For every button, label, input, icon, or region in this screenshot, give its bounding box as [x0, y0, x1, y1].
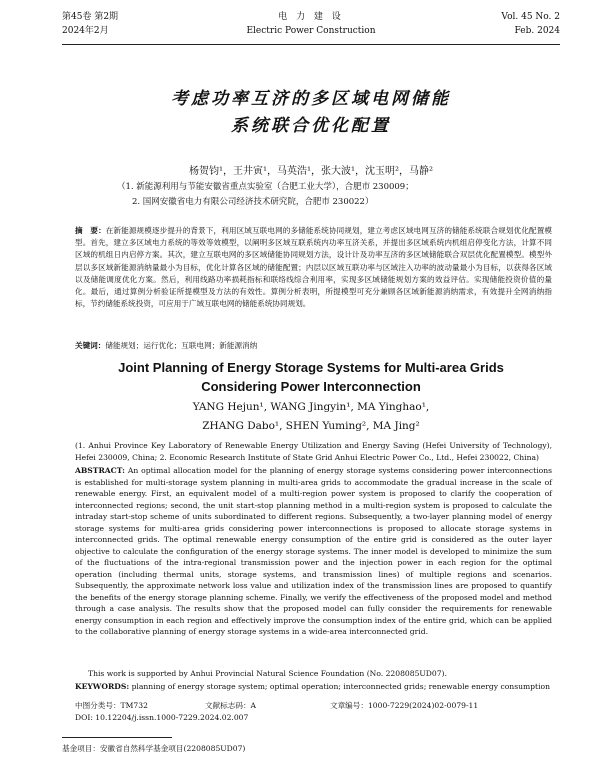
article-number: 文章编号：1000-7229(2024)02-0079-11 — [330, 701, 479, 710]
header-divider — [62, 44, 560, 45]
en-abstract-label: ABSTRACT: — [75, 466, 125, 475]
en-fund-statement: This work is supported by Anhui Provincial Natural Science Foundation (No. 2208085UD07). — [88, 669, 447, 678]
en-authors — [62, 398, 560, 436]
en-abstract-text: An optimal allocation model for the planning of energy storage systems considering power interconnections is established for multi-storage system planning in multi-area grids to accommodate the gradual increase in the scale of renewable energy. First, an equivalent model of a multi-region power system is proposed to clarify the cooperation of interconnected regions; second, the unit start-stop planning method in a multi-region system is proposed to calculate the intraday start-stop scheme of units subordinated to different regions. Subsequently, a two-layer planning model of energy storage systems for multi-area grids considering power interconnections is proposed to allocate storage systems in interconnected grids. The optimal renewable energy consumption of the entire grid is considered as the outer layer objective to calculate the configuration of the energy storage systems. The inner model is developed to minimize the sum of the fluctuations of the intra-regional transmission power and the injection power in each region for the optimal operation (including thermal units, storage systems, and transmission lines) of multiple regions and scenarios. Subsequently, the approximate network loss value and utilization index of the transmission lines are proposed to quantify the benefits of the energy storage planning scheme. Finally, we verify the effectiveness of the proposed model and method through a case analysis. The results show that the proposed model can fully consider the requirements for renewable energy consumption in each region and effectively improve the consumption index of the entire grid, which can be applied to the collaborative planning of energy storage systems in a wide-area interconnected grid. — [75, 466, 552, 636]
footnote-divider — [62, 737, 172, 738]
cn-affiliations — [62, 180, 560, 210]
cn-title-line2: 系统联合优化配置 — [231, 116, 391, 136]
date-cn: 2024年2月 — [62, 26, 109, 36]
running-header — [62, 10, 560, 44]
journal-name-en: Electric Power Construction — [246, 26, 376, 36]
journal-name-cn: 电 力 建 设 — [278, 12, 344, 22]
date-en: Feb. 2024 — [514, 26, 560, 36]
cn-abstract — [75, 225, 552, 310]
cn-abstract-text: 在新能源规模逐步提升的背景下，利用区域互联电网的多储能系统协同规划，建立考虑区域电网互济的储能系统联合规划优化配置模型。首先，建立多区域电力系统的等效等效模型，以阐明多区域互联系统内功率互济关系，并提出多区域系统内机组启停变化方法，计算不同区域的机组日内启停方案。其次，建立互联电网的多区域储能协同规划方法，设计计及功率互济的多区域储能联合双层优化配置模型。模型外层以多区域新能源消纳量最小为目标，优化计算各区域的储能配置；内层以区域互联功率与区域注入功率的波动量最小为目标，以获得各区域以及储能调度优化方案。然后，利用线路功率损耗指标和联络线综合利用率，实现多区域储能规划方案的效益评估。实现储能投资价值的量化。最后，通过算例分析验证所提模型及方法的有效性。算例分析表明，所提模型可充分兼顾各区域新能源消纳需求，有效提升全网消纳指标，节约储能系统投资，可应用于广域互联电网的储能系统协同规划。 — [75, 226, 552, 309]
cn-keywords-text: 储能规划；运行优化；互联电网；新能源消纳 — [105, 341, 258, 350]
clc-number: 中图分类号：TM732 — [75, 701, 148, 710]
en-title — [62, 358, 560, 396]
en-keywords-label: KEYWORDS: — [75, 682, 130, 691]
cn-title — [62, 86, 560, 140]
article-metadata — [75, 700, 552, 724]
header-center — [62, 10, 560, 38]
cn-title-line1: 考虑功率互济的多区域电网储能 — [171, 89, 451, 109]
doi: DOI: 10.12204/j.issn.1000-7229.2024.02.007 — [75, 713, 249, 722]
en-affiliations: (1. Anhui Province Key Laboratory of Renewable Energy Utilization and Energy Saving (Hefei University of Technology), Hefei 230009, China; 2. Economic Research Institute of State Grid Anhui Electric Power Co., Ltd., Hefei 230022, China) — [75, 441, 552, 462]
cn-authors: 杨贺钧¹，王井寅¹，马英浩¹，张大波¹，沈玉明²，马静² — [188, 166, 434, 177]
en-abstract — [75, 465, 552, 638]
cn-affiliation-2: 2. 国网安徽省电力有限公司经济技术研究院，合肥市 230022） — [132, 197, 374, 207]
volume-en: Vol. 45 No. 2 — [501, 12, 560, 22]
cn-affiliation-1: （1. 新能源利用与节能安徽省重点实验室（合肥工业大学），合肥市 230009； — [117, 182, 414, 192]
en-authors-line2: ZHANG Dabo¹, SHEN Yuming², MA Jing² — [202, 420, 420, 432]
header-right — [501, 10, 560, 38]
volume-cn: 第45卷 第2期 — [62, 12, 119, 22]
en-authors-line1: YANG Hejun¹, WANG Jingyin¹, MA Yinghao¹, — [192, 401, 430, 413]
en-title-line2: Considering Power Interconnection — [201, 379, 421, 394]
cn-keywords — [75, 340, 552, 352]
en-keywords-text: planning of energy storage system; optimal operation; interconnected grids; renewable energy consumption — [131, 682, 550, 691]
footnote-fund: 基金项目：安徽省自然科学基金项目(2208085UD07) — [62, 744, 246, 753]
en-title-line1: Joint Planning of Energy Storage Systems for Multi-area Grids — [118, 360, 504, 375]
en-keywords — [75, 681, 552, 693]
cn-abstract-label: 摘 要： — [75, 226, 106, 235]
cn-keywords-label: 关键词： — [75, 341, 106, 350]
document-code: 文献标志码：A — [205, 701, 257, 710]
